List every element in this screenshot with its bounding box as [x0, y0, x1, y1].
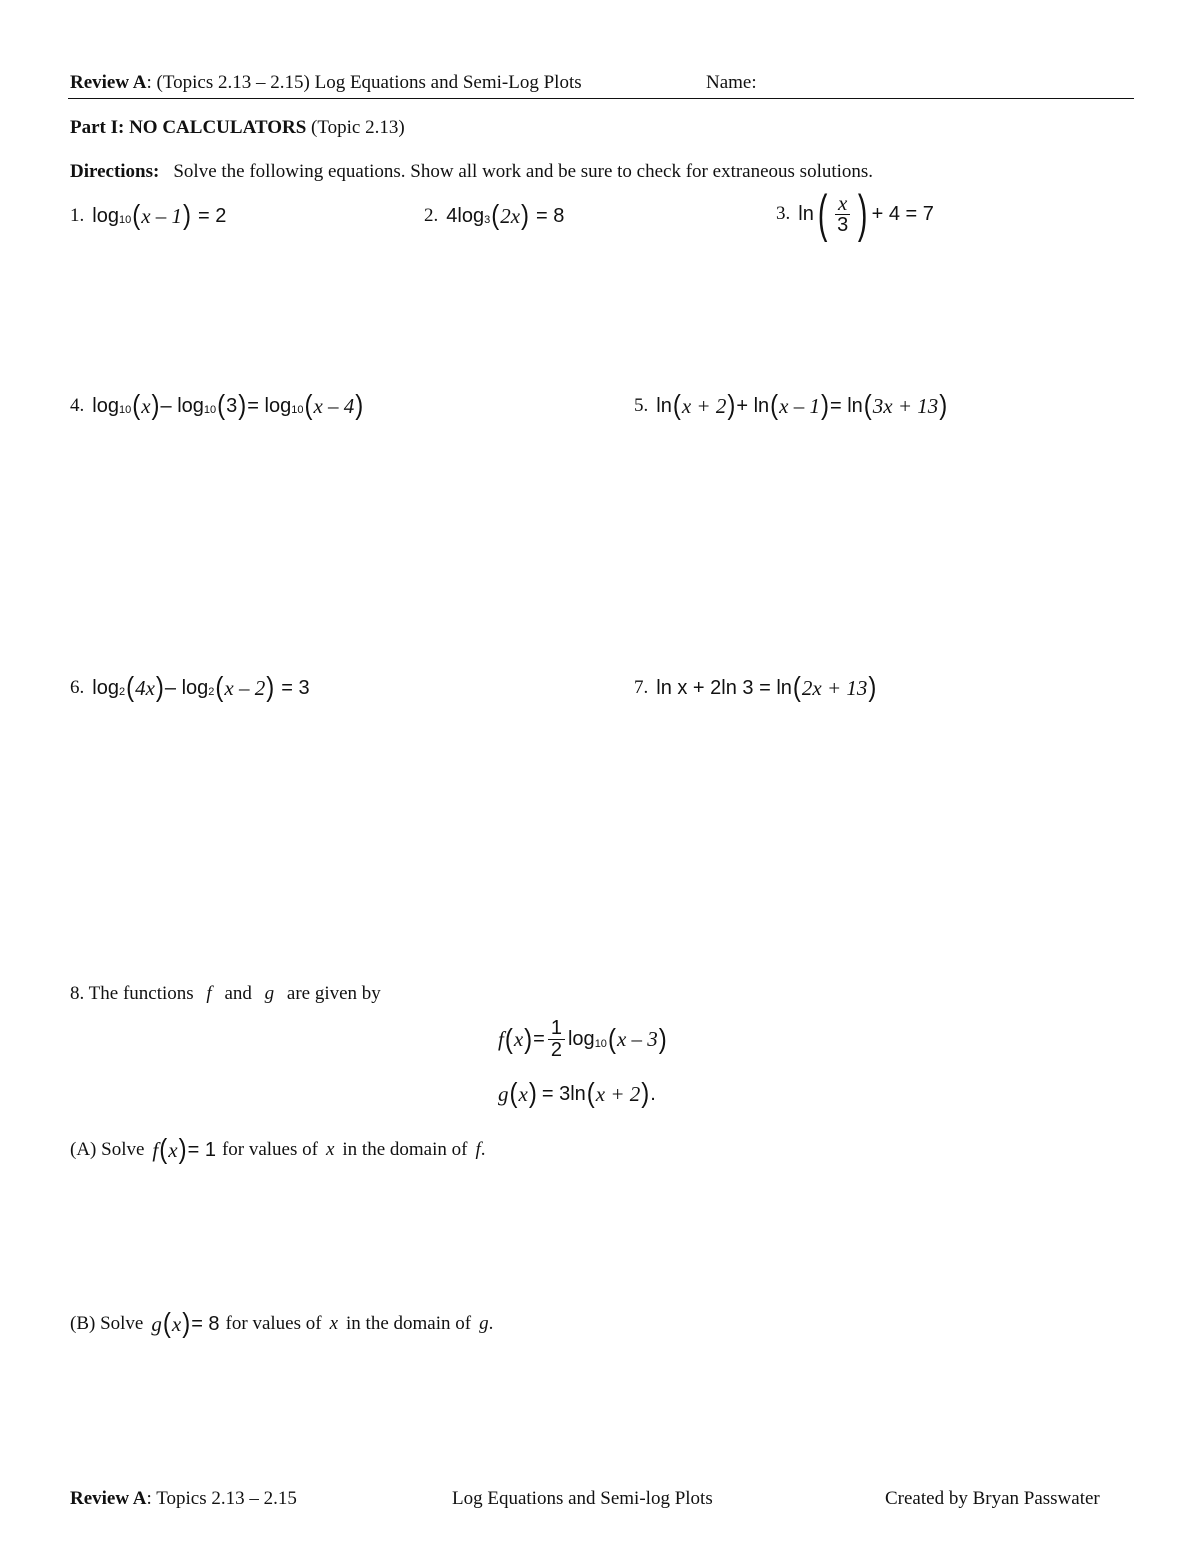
g-name: g [498, 1081, 509, 1106]
f-definition [498, 1018, 668, 1061]
f-lparen: ( [504, 1023, 513, 1055]
p5-rparen3: ) [939, 389, 948, 421]
p1-arg: x – 1 [141, 203, 183, 228]
p7-lparen: ( [792, 671, 801, 703]
header-title-rest: : (Topics 2.13 – 2.15) Log Equations and Semi-Log Plots [146, 72, 582, 93]
part-b-fn: g [479, 1313, 489, 1334]
p2-rhs: = 8 [536, 204, 565, 227]
f-rparen2: ) [658, 1023, 667, 1055]
p8-intro-f: f [206, 983, 212, 1004]
p1-rhs: = 2 [198, 204, 227, 227]
p3-numerator: x [835, 192, 850, 215]
p2-base: 3 [484, 214, 491, 226]
part-b-text1: for values of [225, 1313, 322, 1334]
part-b-lparen: ( [162, 1307, 171, 1339]
p5-lparen3: ( [863, 389, 872, 421]
p6-arg1: 4x [135, 675, 155, 700]
part-b-eq: = 8 [191, 1312, 220, 1335]
p6-lparen1: ( [126, 671, 135, 703]
part-a-period: . [480, 1139, 486, 1160]
header-title [70, 72, 582, 94]
footer-left-rest: : Topics 2.13 – 2.15 [146, 1488, 297, 1509]
header-title-bold: Review A [70, 72, 147, 93]
f-frac-num: 1 [548, 1018, 565, 1040]
part-a-solve: (A) Solve [70, 1139, 145, 1160]
p2-arg: 2x [500, 203, 521, 228]
p5-lparen2: ( [770, 389, 779, 421]
part-b-var: x [329, 1313, 339, 1334]
problem-5-number: 5. [634, 395, 649, 416]
g-arg: x + 2 [595, 1081, 641, 1106]
p3-denominator: 3 [837, 214, 849, 237]
g-lparen: ( [509, 1077, 518, 1109]
f-base: 10 [594, 1037, 607, 1050]
problem-2-number: 2. [424, 205, 439, 226]
f-equals: = [533, 1028, 545, 1050]
p8-intro-and: and [224, 983, 252, 1004]
p4-arg3: x – 4 [313, 393, 355, 418]
p2-lparen: ( [491, 199, 500, 231]
part-a-rparen: ) [178, 1133, 187, 1165]
problem-1-number: 1. [70, 205, 85, 226]
p5-rparen2: ) [820, 389, 829, 421]
f-frac-den: 2 [550, 1039, 562, 1061]
p4-base3: 10 [291, 404, 304, 416]
p5-ln3: = ln [829, 394, 863, 417]
p7-rparen: ) [868, 671, 877, 703]
g-lparen2: ( [586, 1077, 595, 1109]
p1-rparen: ) [183, 199, 192, 231]
g-definition [498, 1077, 656, 1109]
part-a-lparen: ( [159, 1133, 168, 1165]
part-b-solve: (B) Solve [70, 1313, 144, 1334]
part-b-g: g [151, 1311, 162, 1336]
part-b-text2: in the domain of [346, 1313, 472, 1334]
p8-intro-b: are given by [286, 983, 381, 1004]
problem-4 [70, 389, 364, 421]
p1-log: log [92, 204, 119, 227]
p4-log1: log [92, 394, 119, 417]
f-fraction [548, 1018, 565, 1061]
p5-arg3: 3x + 13 [872, 393, 939, 418]
part-b-rparen: ) [182, 1307, 191, 1339]
p2-log: 4log [446, 204, 485, 227]
f-arg: x – 3 [616, 1027, 658, 1051]
p4-base1: 10 [118, 404, 132, 416]
problem-3 [776, 185, 934, 243]
p5-rparen1: ) [727, 389, 736, 421]
f-log: log [567, 1028, 595, 1050]
p6-arg2: x – 2 [224, 675, 266, 700]
part-a [70, 1133, 486, 1165]
p1-lparen: ( [132, 199, 141, 231]
f-name: f [498, 1027, 504, 1051]
footer-left-bold: Review A [70, 1488, 147, 1509]
f-lparen2: ( [607, 1023, 616, 1055]
problem-1 [70, 199, 227, 231]
p5-ln2: + ln [736, 394, 770, 417]
problem-7 [634, 671, 877, 703]
p3-ln: ln [798, 202, 814, 225]
p6-base2: 2 [208, 686, 215, 698]
g-period: . [650, 1082, 656, 1105]
p3-fraction [834, 192, 851, 236]
part-a-var: x [325, 1139, 335, 1160]
part-a-text2: in the domain of [342, 1139, 468, 1160]
p8-intro-a: 8. The functions [70, 983, 194, 1004]
directions [70, 161, 873, 183]
part-b-period: . [488, 1313, 494, 1334]
problem-7-number: 7. [634, 677, 649, 698]
directions-label: Directions: [70, 161, 160, 182]
p4-lparen3: ( [304, 389, 313, 421]
part-b-x: x [171, 1311, 182, 1336]
p4-arg2: 3 [226, 394, 238, 417]
header-divider [68, 98, 1134, 99]
directions-text: Solve the following equations. Show all work and be sure to check for extraneous solutions. [173, 161, 874, 182]
problem-6-number: 6. [70, 677, 85, 698]
part-a-text1: for values of [221, 1139, 318, 1160]
p6-lparen2: ( [215, 671, 224, 703]
part-a-fn: f [475, 1139, 481, 1160]
g-rparen: ) [528, 1077, 537, 1109]
p4-rparen3: ) [355, 389, 364, 421]
p4-rparen1: ) [151, 389, 160, 421]
problem-4-number: 4. [70, 395, 85, 416]
p4-lparen2: ( [217, 389, 226, 421]
footer-right: Created by Bryan Passwater [885, 1488, 1100, 1509]
p2-rparen: ) [521, 199, 530, 231]
f-var: x [513, 1027, 524, 1051]
p3-rparen: ) [858, 185, 868, 243]
problem-8-intro [70, 983, 381, 1005]
p4-base2: 10 [203, 404, 217, 416]
p4-log2: – log [160, 394, 204, 417]
p3-lparen: ( [817, 185, 828, 243]
p4-log3: = log [247, 394, 292, 417]
part-heading [70, 117, 405, 139]
p6-log2: – log [164, 676, 209, 699]
p6-rparen2: ) [266, 671, 275, 703]
p6-rhs: = 3 [281, 676, 310, 699]
problem-6 [70, 671, 310, 703]
part-heading-rest: (Topic 2.13) [306, 117, 405, 138]
footer-left [70, 1488, 297, 1510]
g-var: x [518, 1081, 528, 1106]
problem-3-number: 3. [776, 203, 791, 224]
part-a-f: f [152, 1137, 159, 1162]
p4-lparen1: ( [132, 389, 141, 421]
p6-log1: log [92, 676, 119, 699]
problem-5 [634, 389, 948, 421]
p7-lhs: ln x + 2ln 3 = ln [656, 676, 792, 699]
p1-base: 10 [118, 214, 132, 226]
p5-ln1: ln [656, 394, 672, 417]
part-a-eq: = 1 [187, 1138, 216, 1161]
part-a-x: x [168, 1137, 178, 1162]
g-rparen2: ) [641, 1077, 650, 1109]
part-b [70, 1307, 494, 1339]
p5-arg2: x – 1 [779, 393, 820, 418]
p5-arg1: x + 2 [681, 393, 727, 418]
p4-arg1: x [141, 393, 151, 418]
p6-rparen1: ) [155, 671, 164, 703]
g-rhs: = 3ln [541, 1082, 586, 1105]
p6-base1: 2 [118, 686, 126, 698]
f-rparen: ) [524, 1023, 533, 1055]
p4-rparen2: ) [238, 389, 247, 421]
name-label: Name: [706, 72, 757, 93]
part-heading-bold: Part I: NO CALCULATORS [70, 117, 307, 138]
p8-intro-g: g [264, 983, 275, 1004]
p5-lparen1: ( [672, 389, 681, 421]
p7-arg: 2x + 13 [801, 675, 868, 700]
footer-center: Log Equations and Semi-log Plots [452, 1488, 713, 1509]
p3-rhs: + 4 = 7 [871, 202, 934, 225]
problem-2 [424, 199, 565, 231]
